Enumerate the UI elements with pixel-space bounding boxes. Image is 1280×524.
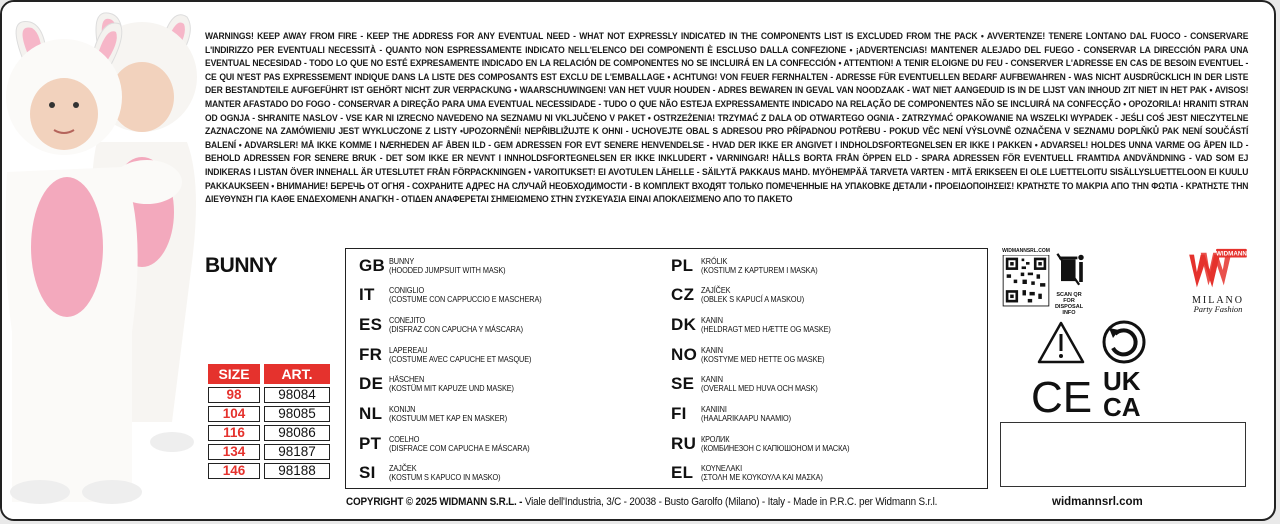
size-cell: 134 [208, 444, 260, 460]
lang-text: KRÓLIK (KOSTIUM Z KAPTUREM I MASKA) [701, 255, 818, 275]
lang-entry-no [671, 342, 845, 368]
size-cell: 116 [208, 425, 260, 441]
lang-entry-nl [359, 401, 526, 427]
lang-entry-it [359, 282, 566, 308]
lang-code: RU [671, 434, 697, 453]
size-cell: 98 [208, 387, 260, 403]
lang-entry-fr [359, 342, 555, 368]
lang-code: NL [359, 404, 383, 423]
website-link[interactable]: widmannsrl.com [1052, 496, 1143, 508]
ce-mark-icon [1031, 373, 1092, 420]
scan-qr-text: SCAN QR FOR DISPOSAL INFO [1054, 292, 1084, 316]
lang-entry-pl [671, 253, 837, 279]
lang-entry-cz [671, 282, 821, 308]
lang-entry-fi [671, 401, 806, 427]
lang-code: FI [671, 404, 687, 423]
lang-text: KANIN (HELDRAGT MED HÆTTE OG MASKE) [701, 314, 831, 334]
lang-entry-pt [359, 431, 553, 457]
lang-code: PT [359, 434, 382, 453]
svg-text:CE: CE [1031, 373, 1093, 420]
lang-text: HÄSCHEN (KOSTÜM MIT KAPUZE UND MASKE) [389, 373, 514, 393]
lang-code: NO [671, 345, 698, 364]
blank-label-box [1000, 422, 1246, 487]
copyright-bold: COPYRIGHT © 2025 WIDMANN S.R.L. - [346, 496, 523, 508]
lang-code: CZ [671, 285, 695, 304]
size-cell: 146 [208, 463, 260, 479]
lang-entry-ru [671, 431, 874, 457]
lang-entry-es [359, 312, 545, 338]
lang-entry-de [359, 371, 534, 397]
lang-text: КРОЛИК (КОМБИНЕЗОН С КАПЮШОНОМ И МАСКА) [701, 433, 850, 453]
widmann-logo [1186, 247, 1250, 295]
product-name: BUNNY [205, 254, 278, 277]
lang-entry-gb [359, 253, 525, 279]
table-row [208, 406, 330, 422]
art-header: ART. [264, 364, 330, 384]
art-cell: 98086 [264, 425, 330, 441]
size-header: SIZE [208, 364, 260, 384]
qr-code-icon[interactable] [1000, 255, 1052, 313]
lang-text: KANIINI (HAALARIKAAPU NAAMIO) [701, 403, 792, 423]
lang-code: DE [359, 374, 384, 393]
lang-code: EL [671, 463, 694, 482]
warning-triangle-icon [1039, 323, 1083, 362]
table-row [208, 425, 330, 441]
art-cell: 98085 [264, 406, 330, 422]
product-photo [2, 2, 202, 521]
lang-code: SE [671, 374, 695, 393]
size-cell: 104 [208, 406, 260, 422]
table-row [208, 444, 330, 460]
ukca-mark-icon [1103, 366, 1141, 420]
lang-text: KANIN (OVERALL MED HUVA OCH MASK) [701, 373, 818, 393]
translations-box [345, 248, 988, 489]
warnings-text: WARNINGS! KEEP AWAY FROM FIRE - KEEP THE ADDRESS FOR ANY EVENTUAL NEED - WHAT NOT EXPRESSLY INDICATED IN THE COMPONENTS LIST IS EXCLUDED FROM THE PACK • AVVERTENZE! TENERE LONTANO DAL FUOCO - CONSERVARE L'INDIRIZZO PER EVENTUALI NECESSITÀ - QUANTO NON ESPRESSAMENTE INDICATO NELL'ELENCO DEI COMPONENTI È ESCLUSO DALLA CONFEZIONE • ¡ADVERTENCIAS! MANTENER ALEJADO DEL FUEGO - CONSERVAR LA DIRECCIÓN PARA UNA EVENTUAL NECESIDAD - TODO LO QUE NO ESTÉ EXPRESAMENTE INDICADO EN LA RELACIÓN DE COMPONENTES NO SE INCLUIRÁ EN LA CONFECCIÓN • ATTENTION! A TENIR ELOIGNE DU FEU - CONSERVER L'ADRESSE EN CAS DE BESOIN EVENTUEL - CE QUI N'EST PAS EXPRESSEMENT INDIQUE DANS LA LISTE DES COMPOSANTS EST EXCLU DE L'EMBALLAGE • ACHTUNG! VON FEUER FERNHALTEN - ADRESSE FÜR EVENTUELLEN BEDARF AUFBEWAHREN - WAS NICHT AUSDRÜCKLICH IN DER LISTE DER BESTANDTEILE AUFGEFÜHRT IST GEHÖRT NICHT ZUR VERPACKUNG • WAARSCHUWINGEN! VAN HET VUUR HOUDEN - ADRES BEWAREN IN GEVAL VAN NOODZAAK - WAT NIET AANGEDUID IS IN DE LIJST VAN INHOUD ZIT NIET IN HET PAK • AVISOS! MANTER AFASTADO DO FOGO - CONSERVAR A DIREÇÃO PARA UMA EVENTUAL NECESSIDADE - TUDO O QUE NÃO ESTEJA EXPRESSAMENTE INDICADO NA RELAÇÃO DE COMPONENTES NÃO SE INCLUIRÁ NA CONFECÇÃO • OPOZORILA! HRANITI STRAN OD OGNJA - SHRANITE NASLOV - VSE KAR NI IZRECNO NAVEDENO NA SEZNAMU NI VKLJUČENO V PAKET • OSTRZEŻENIA! TRZYMAĆ Z DALA OD OTWARTEGO OGNIA - ZATRZYMAĆ OPAKOWANIE NA WSZELKI WYPADEK - JEŚLI COŚ JEST NIECZYTELNE ZAZNACZONE NA ZAMÓWIENIU JEST WYKLUCZONE Z LISTY •UPOZORNĚNÍ! NEPŘIBLIŽUJTE K OHNI - UCHOVEJTE OBAL S ADRESOU PRO PŘÍPADNOU POTŘEBU - POKUD VĚC NENÍ VÝSLOVNĚ OZNAČENA V SEZNAMU DOPLŇKŮ PAK NENÍ SOUČÁSTÍ BALENÍ • ADVARSLER! MÅ IKKE KOMME I NÆRHEDEN AF ÅBEN ILD - GEM ADRESSEN FOR EVT SENERE HENVENDELSE - HVAD DER IKKE ER ANGIVET I INDHOLDSFORTEGNELSEN ER IKKE I PAKKEN • ADVARSEL! HOLDES UNNA VARME OG ÅPEN ILD - BEHOLD ADRESSEN FOR SENERE BRUK - DET SOM IKKE ER NEVNT I INNHOLDSFORTEGNELSEN ER IKKE INKLUDERT • VARNINGAR! HÅLLS BORTA FRÅN ÖPPEN ELD - SPARA ADRESSEN FÖR EVENTUELL FRAMTIDA ANDVÄNDNING - VAD SOM EJ INDIKERAS I LISTAN ÖVER INNEHALL ÄR UTESLUTET FRÅN FÖRPACKNINGEN • VAROITUKSET! EI AVOTULEN LÄHELLE - SÄILYTÄ PAKKAUS MAHD. MYÖHEMPÄÄ TARVETA VARTEN - MITÄ ERIKSEEN EI OLE LUETTELOITU SISÄLLYSLUETTELOON EI KUULU PAKKAUKSEEN • ВНИМАНИЕ! БЕРЕЧЬ ОТ ОГНЯ - СОХРАНИТЕ АДРЕС НА СЛУЧАЙ НЕОБХОДИМОСТИ - В КОМПЛЕКТ ВХОДЯТ ТОЛЬКО ПОМЕЧЕННЫЕ НА УПАКОВКЕ ДЕТАЛИ • ΠΡΟΕΙΔΟΠΟΙΗΣΕΙΣ! ΚΡΑΤΗΣΤΕ ΤΟ ΜΑΚΡΙΑ ΑΠΟ ΤΗΝ ΦΩΤΙΑ - ΚΡΑΤΗΣΤΕ ΤΗΝ ΔΙΕΥΘΥΝΣΗ ΓΙΑ ΚΑΘΕ ΕΝΔΕΧΟΜΕΝΗ ΑΝΑΓΚΗ - ΟΤΙΔΕΝ ΑΝΑΦΕΡΕΤΑΙ ΣΗΜΕΙΩΜΕΝΟ ΣΤΗΝ ΣΥΣΚΕΥΑΣΙΑ ΕΙΝΑΙ ΑΠΟΚΛΕΙΣΜΕΝΟ ΑΠΟ ΤΟ ΠΑΚΕΤΟ [205, 31, 1249, 205]
lang-code: SI [359, 463, 376, 482]
certification-marks [1027, 320, 1157, 420]
copyright-line [346, 496, 937, 508]
lang-entry-se [671, 371, 837, 397]
lang-text: KONIJN (KOSTUUM MET KAP EN MASKER) [389, 403, 508, 423]
lang-code: FR [359, 345, 383, 364]
lang-text: COELHO (DISFRACE COM CAPUCHA E MÁSCARA) [389, 433, 530, 453]
lang-entry-dk [671, 312, 852, 338]
lang-entry-si [359, 460, 519, 486]
qr-title: WIDMANNSRL.COM [1002, 248, 1050, 254]
size-table [204, 361, 334, 482]
lang-code: PL [671, 256, 694, 275]
table-row [208, 463, 330, 479]
lang-code: DK [671, 315, 697, 334]
lang-text: ZAJÍČEK (OBLEK S KAPUCÍ A MASKOU) [701, 284, 805, 304]
lang-text: BUNNY (HOODED JUMPSUIT WITH MASK) [389, 255, 506, 275]
lang-text: LAPEREAU (COSTUME AVEC CAPUCHE ET MASQUE) [389, 344, 532, 364]
lang-entry-el [671, 460, 843, 486]
art-cell: 98084 [264, 387, 330, 403]
lang-text: KANIN (KOSTYME MED HETTE OG MASKE) [701, 344, 825, 364]
brand-city: MILANO [1192, 295, 1244, 306]
copyright-address: Viale dell'Industria, 3/C - 20038 - Busto Garolfo (Milano) - Italy - Made in P.R.C. per Widmann S.r.l. [522, 496, 938, 508]
art-cell: 98188 [264, 463, 330, 479]
recycle-icon [1104, 322, 1144, 362]
waste-bin-info-icon [1056, 252, 1086, 292]
table-row [208, 387, 330, 403]
lang-code: ES [359, 315, 383, 334]
svg-text:UK: UK [1103, 366, 1141, 396]
lang-text: CONEJITO (DISFRAZ CON CAPUCHA Y MÁSCARA) [389, 314, 523, 334]
lang-code: IT [359, 285, 375, 304]
widmann-logo-text: WIDMANN [1216, 250, 1247, 258]
lang-text: ΚΟΥΝΕΛΑΚΙ (ΣΤΟΛΗ ΜΕ ΚΟΥΚΟΥΛΑ ΚΑΙ ΜΑΣΚΑ) [701, 462, 823, 482]
svg-text:CA: CA [1103, 392, 1141, 420]
lang-text: CONIGLIO (COSTUME CON CAPPUCCIO E MASCHERA) [389, 284, 542, 304]
brand-tagline: Party Fashion [1193, 304, 1243, 314]
art-cell: 98187 [264, 444, 330, 460]
lang-text: ZAJČEK (KOSTUM S KAPUCO IN MASKO) [389, 462, 501, 482]
lang-code: GB [359, 256, 386, 275]
